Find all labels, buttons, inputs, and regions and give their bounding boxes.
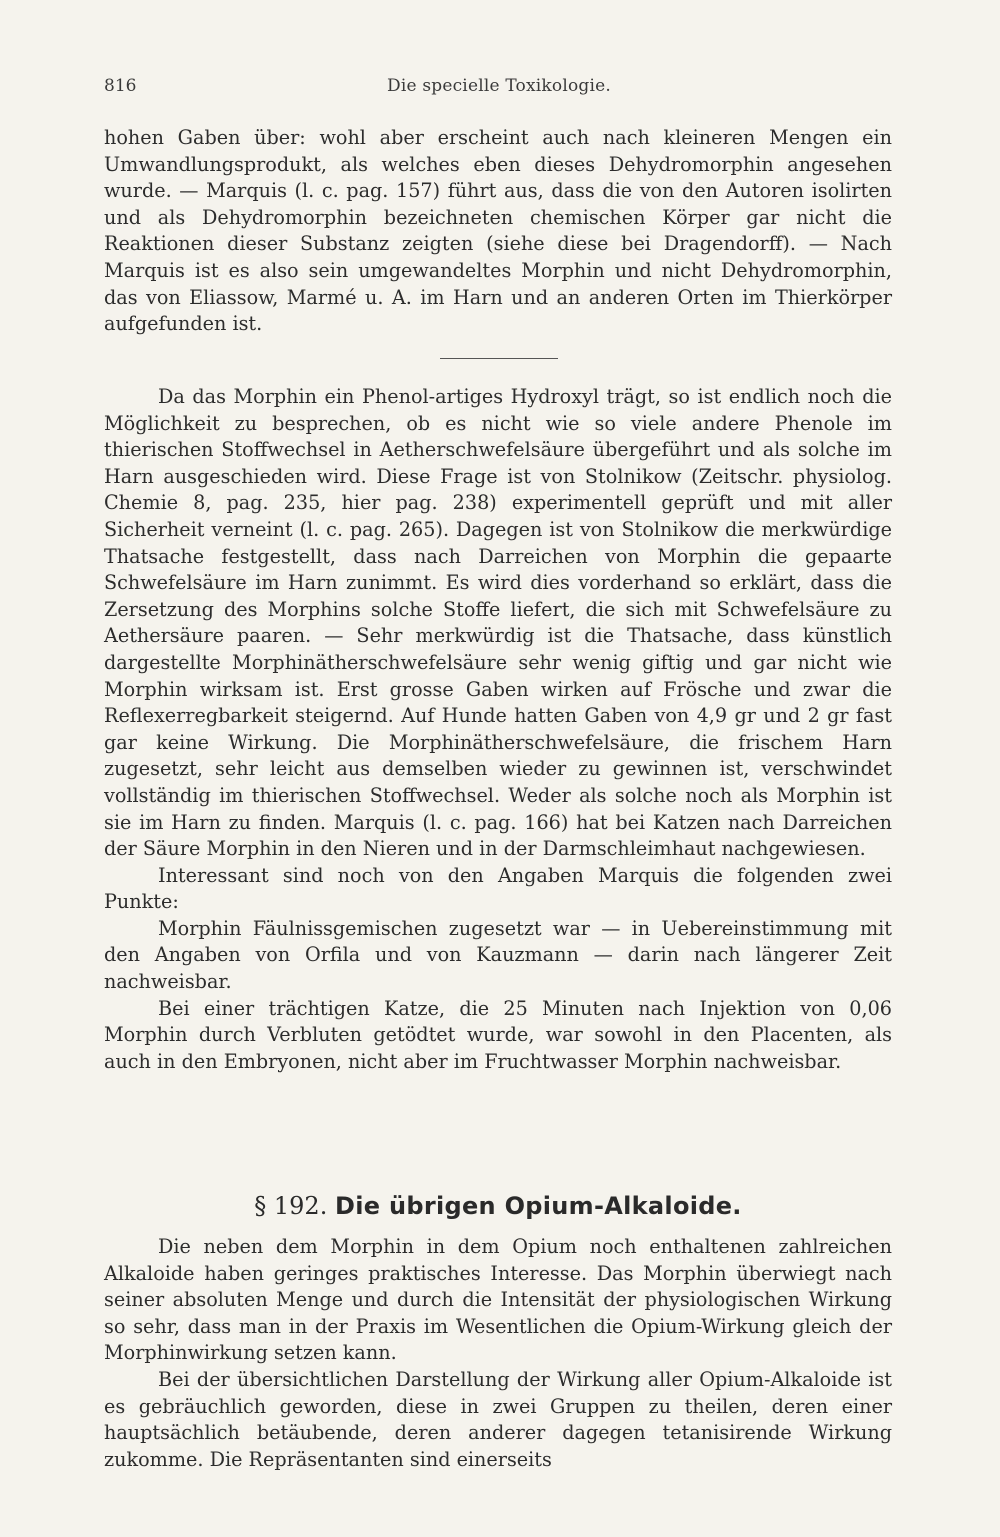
paragraph: Bei einer trächtigen Katze, die 25 Minuten nach Injektion von 0,06 Morphin durch Verbluten getödtet wurde, war sowohl in den Placenten, als auch in den Embryonen, nicht aber im Fruchtwasser Morphin nachweisbar.: [104, 996, 892, 1073]
paragraph: Interessant sind noch von den Angaben Marquis die folgenden zwei Punkte:: [104, 863, 892, 914]
section-title: Die übrigen Opium-Alkaloide.: [334, 1192, 742, 1220]
paragraph: Bei der übersichtlichen Darstellung der Wirkung aller Opium-Alkaloide ist es gebräuchlich geworden, diese in zwei Gruppen zu theilen, deren einer hauptsächlich betäubende, deren anderer dagegen tetanisirende Wirkung zukomme. Die Repräsentanten sind einerseits: [104, 1367, 892, 1471]
section-separator-rule: [440, 358, 558, 359]
text-block-phenol-discussion: [104, 384, 892, 1075]
section-heading: [104, 1192, 892, 1220]
running-head: [104, 76, 894, 100]
paragraph: Da das Morphin ein Phenol-artiges Hydroxyl trägt, so ist endlich noch die Möglichkeit zu besprechen, ob es nicht wie so viele andere Phenole im thierischen Stoffwechsel in Aetherschwefelsäure übergeführt und als solche im Harn ausgeschieden wird. Diese Frage ist von Stolnikow (Zeitschr. physiolog. Chemie 8, pag. 235, hier pag. 238) experimentell geprüft und mit aller Sicherheit verneint (l. c. pag. 265). Dagegen ist von Stolnikow die merkwürdige Thatsache festgestellt, dass nach Darreichen von Morphin die gepaarte Schwefelsäure im Harn zunimmt. Es wird dies vorderhand so erklärt, dass die Zersetzung des Morphins solche Stoffe liefert, die sich mit Schwefelsäure zu Aethersäure paaren. — Sehr merkwürdig ist die Thatsache, dass künstlich dargestellte Morphinätherschwefelsäure sehr wenig giftig und gar nicht wie Morphin wirksam ist. Erst grosse Gaben wirken auf Frösche und zwar die Reflexerregbarkeit steigernd. Auf Hunde hatten Gaben von 4,9 gr und 2 gr fast gar keine Wirkung. Die Morphinätherschwefelsäure, die frischem Harn zugesetzt, sehr leicht aus demselben wieder zu gewinnen ist, verschwindet vollständig im thierischen Stoffwechsel. Weder als solche noch als Morphin ist sie im Harn zu finden. Marquis (l. c. pag. 166) hat bei Katzen nach Darreichen der Säure Morphin in den Nieren und in der Darmschleimhaut nachgewiesen.: [104, 385, 892, 861]
text-block-continuation: [104, 125, 892, 338]
paragraph: Die neben dem Morphin in dem Opium noch enthaltenen zahlreichen Alkaloide haben geringes praktisches Interesse. Das Morphin überwiegt nach seiner absoluten Menge und durch die Intensität der physiologischen Wirkung so sehr, dass man in der Praxis im Wesentlichen die Opium-Wirkung gleich der Morphinwirkung setzen kann.: [104, 1235, 892, 1365]
text-block-opium-alkaloids: [104, 1234, 892, 1473]
page-number: 816: [104, 76, 137, 96]
paragraph: Morphin Fäulnissgemischen zugesetzt war — in Uebereinstimmung mit den Angaben von Orfila und von Kauzmann — darin nach längerer Zeit nachweisbar.: [104, 916, 892, 994]
running-title: Die specielle Toxikologie.: [386, 76, 612, 96]
section-number: § 192.: [254, 1192, 328, 1220]
paragraph: hohen Gaben über: wohl aber erscheint auch nach kleineren Mengen ein Umwandlungsprodukt, als welches eben dieses Dehydromorphin angesehen wurde. — Marquis (l. c. pag. 157) führt aus, dass die von den Autoren isolirten und als Dehydromorphin bezeichneten chemischen Körper gar nicht die Reaktionen dieser Substanz zeigten (siehe diese bei Dragendorff). — Nach Marquis ist es also sein umgewandeltes Morphin und nicht Dehydromorphin, das von Eliassow, Marmé u. A. im Harn und an anderen Orten im Thierkörper aufgefunden ist.: [104, 126, 892, 336]
